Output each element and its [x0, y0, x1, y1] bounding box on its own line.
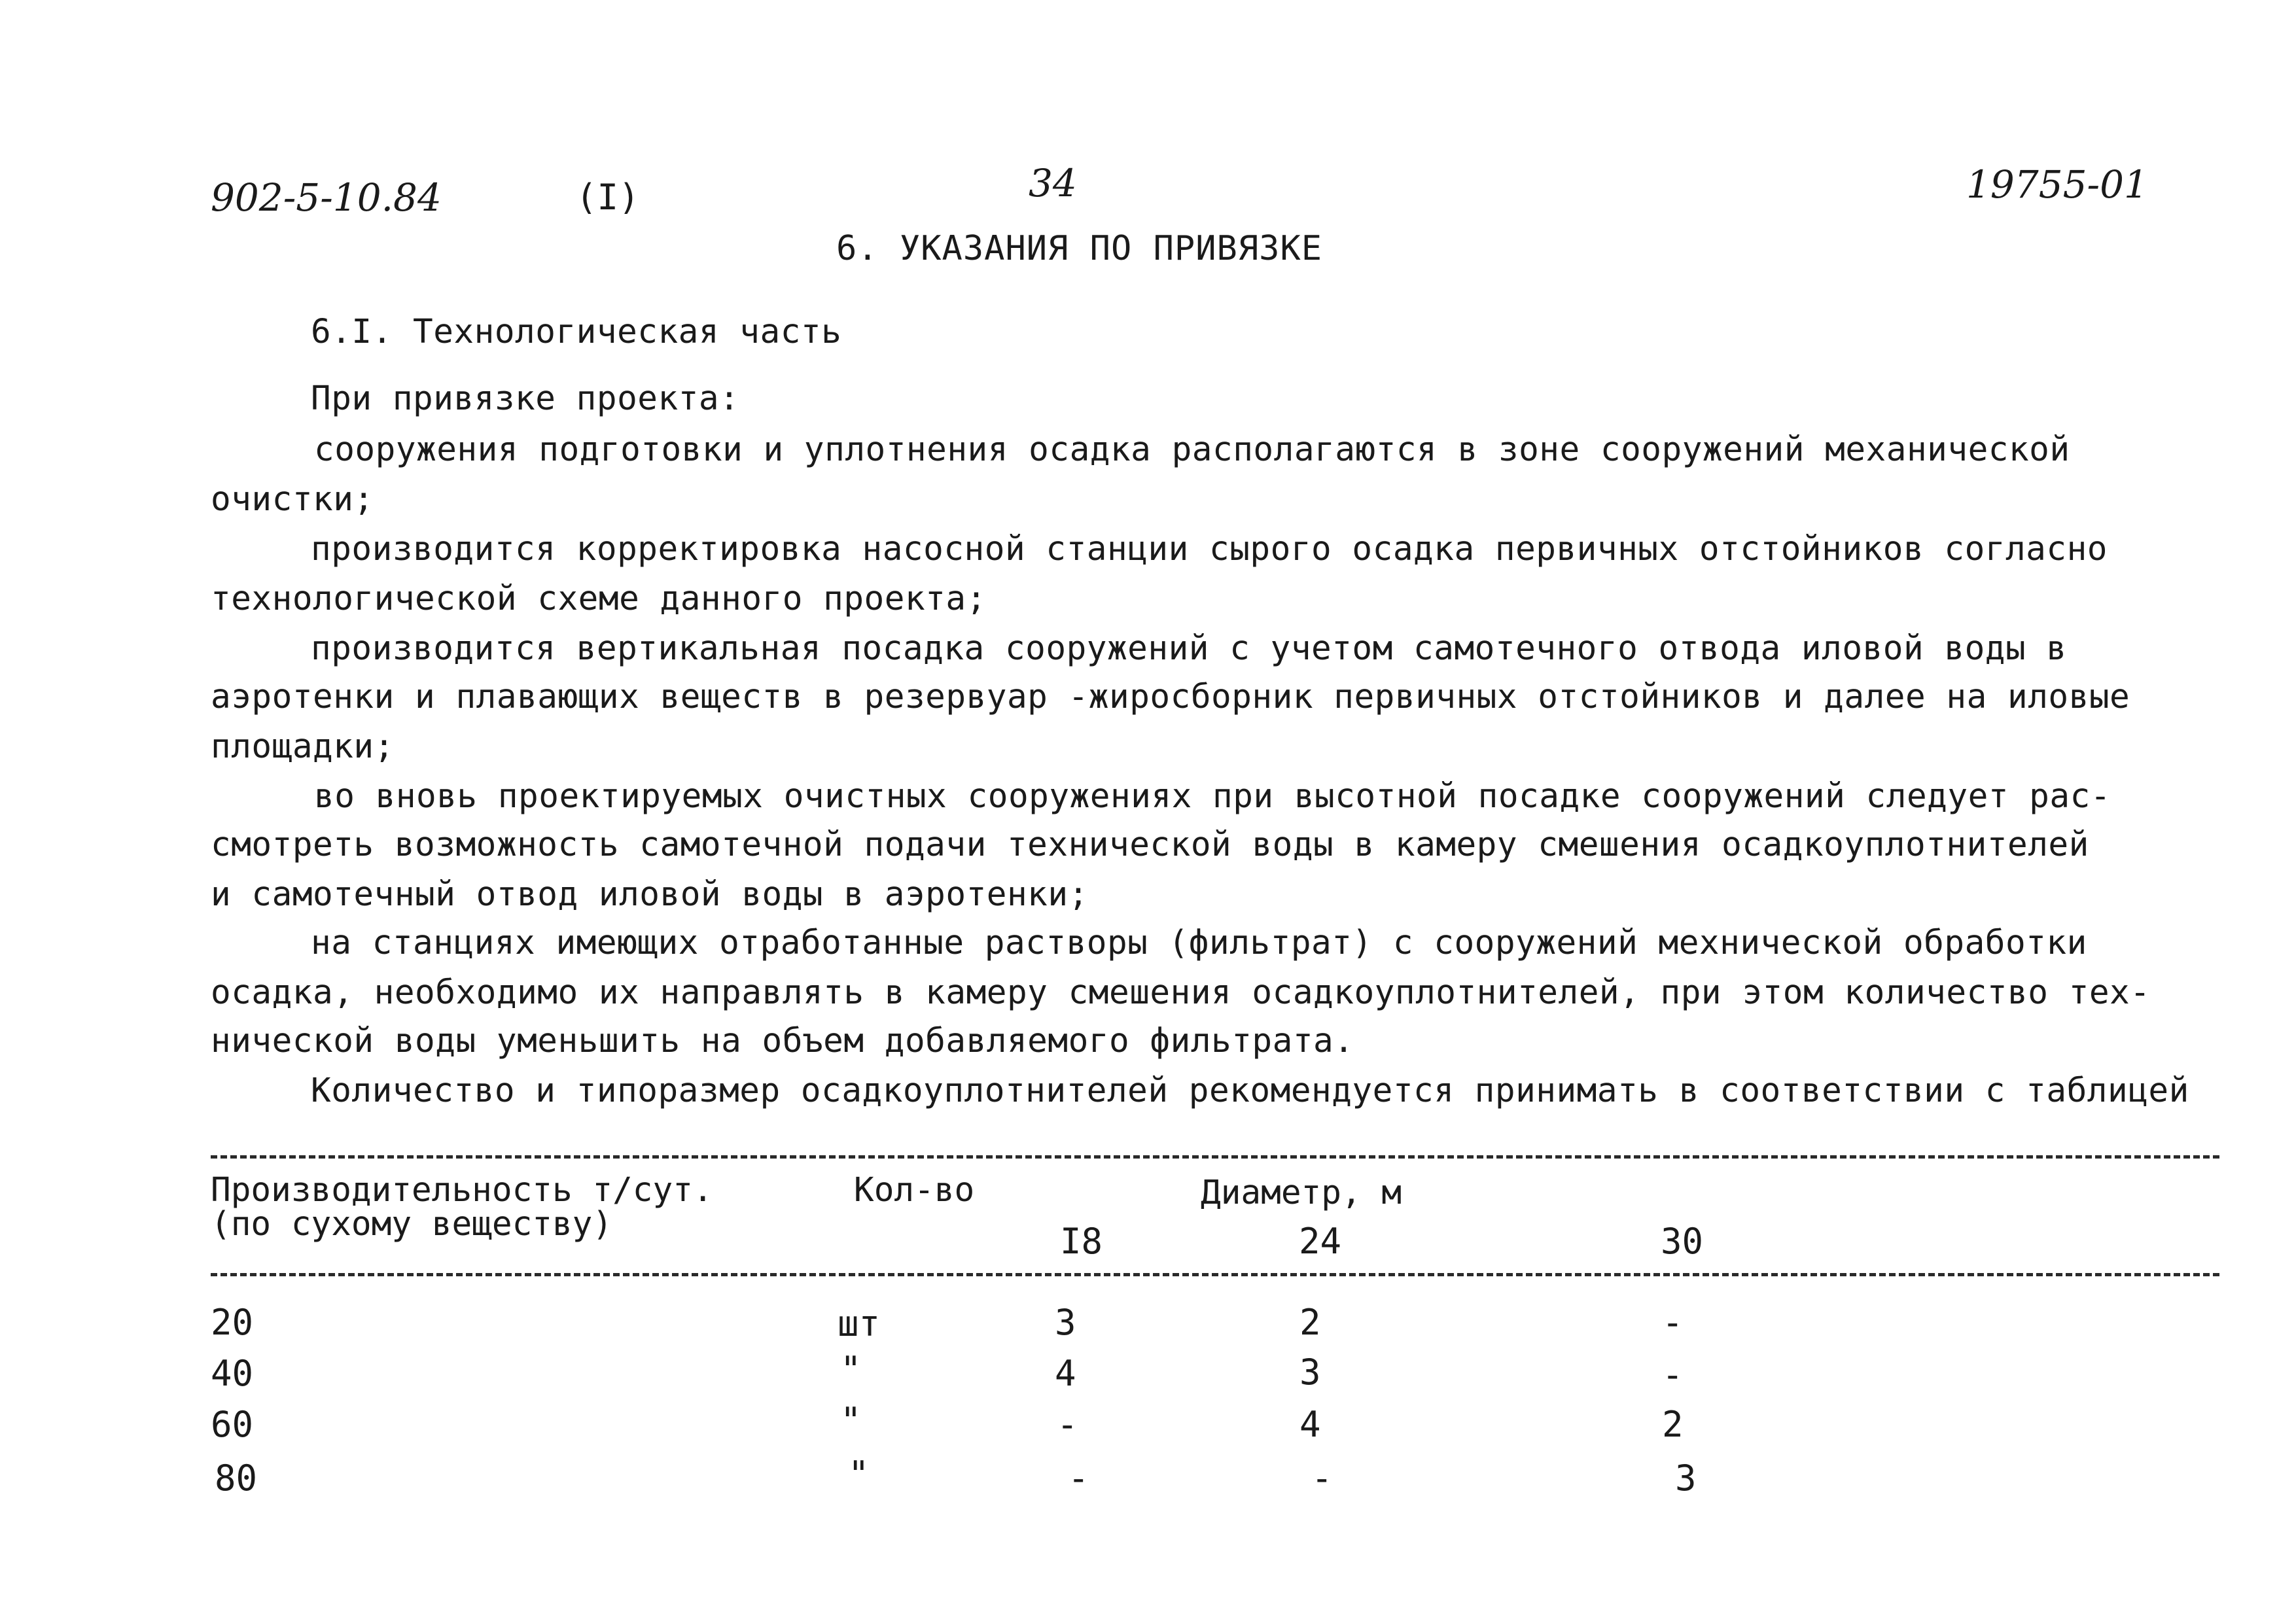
table-cell-unit: " — [840, 1400, 862, 1441]
text-line: и самотечный отвод иловой воды в аэротенки; — [211, 875, 1089, 914]
text-line: технологической схеме данного проекта; — [211, 580, 987, 618]
text-line: аэротенки и плавающих веществ в резервуар -жиросборник первичных отстойников и далее на иловые — [211, 678, 2130, 716]
section-title: 6. УКАЗАНИЯ ПО ПРИВЯЗКЕ — [836, 229, 1323, 268]
column-header-diameter: Диаметр, м — [1201, 1174, 1402, 1212]
column-header-quantity: Кол-во — [854, 1171, 975, 1210]
table-cell-d24: 2 — [1299, 1302, 1321, 1343]
text-line: на станциях имеющих отработанные растворы (фильтрат) с сооружений мехнической обработки — [311, 924, 2087, 962]
table-cell-capacity: 20 — [211, 1302, 254, 1343]
column-header-d18: I8 — [1060, 1221, 1103, 1262]
inventory-number: 19755-01 — [1966, 162, 2148, 207]
table-cell-d18: - — [1068, 1457, 1089, 1499]
table-cell-capacity: 40 — [211, 1353, 254, 1394]
table-cell-d30: - — [1662, 1302, 1684, 1343]
document-number: 902-5-10.84 — [211, 175, 442, 220]
table-top-rule — [211, 1155, 2219, 1159]
text-line: При привязке проекта: — [311, 379, 740, 418]
text-line: производится вертикальная посадка сооружений с учетом самотечного отвода иловой воды в — [311, 629, 2067, 668]
table-cell-unit: " — [848, 1454, 870, 1495]
page-number: 34 — [1029, 161, 1077, 205]
table-cell-capacity: 80 — [215, 1457, 258, 1499]
subsection-title: 6.I. Технологическая часть — [311, 313, 842, 351]
column-header-d24: 24 — [1299, 1221, 1342, 1262]
table-cell-unit: " — [840, 1349, 862, 1390]
table-cell-d30: 2 — [1662, 1404, 1684, 1445]
text-line: во вновь проектируемых очистных сооружениях при высотной посадке сооружений следует рас- — [314, 777, 2111, 816]
table-cell-capacity: 60 — [211, 1404, 254, 1445]
text-line: сооружения подготовки и уплотнения осадка располагаются в зоне сооружений механической — [314, 430, 2070, 469]
text-line: смотреть возможность самотечной подачи технической воды в камеру смешения осадкоуплотнителей — [211, 826, 2089, 864]
table-cell-d18: 3 — [1055, 1302, 1076, 1343]
table-cell-d30: - — [1662, 1354, 1684, 1395]
document-part: (I) — [576, 177, 640, 218]
table-cell-d18: - — [1057, 1404, 1078, 1445]
table-cell-d24: 3 — [1299, 1352, 1321, 1393]
table-cell-d18: 4 — [1055, 1353, 1076, 1394]
text-line: осадка, необходимо их направлять в камеру смешения осадкоуплотнителей, при этом количество тех- — [211, 973, 2151, 1012]
text-line: производится корректировка насосной станции сырого осадка первичных отстойников согласно — [311, 530, 2108, 568]
text-line: очистки; — [211, 480, 374, 519]
table-cell-d24: - — [1311, 1457, 1333, 1499]
table-header-rule — [211, 1273, 2219, 1276]
table-cell-d24: 4 — [1299, 1404, 1321, 1445]
column-header-d30: 30 — [1661, 1221, 1704, 1262]
table-cell-unit: шт — [838, 1303, 881, 1344]
text-line: Количество и типоразмер осадкоуплотнителей рекомендуется принимать в соответствии с таблицей — [311, 1072, 2189, 1110]
table-cell-d30: 3 — [1675, 1457, 1697, 1499]
column-header-capacity: Производительность т/сут. — [211, 1171, 713, 1210]
text-line: площадки; — [211, 727, 395, 766]
text-line: нической воды уменьшить на объем добавляемого фильтрата. — [211, 1022, 1354, 1060]
column-header-capacity-note: (по сухому веществу) — [211, 1205, 613, 1244]
